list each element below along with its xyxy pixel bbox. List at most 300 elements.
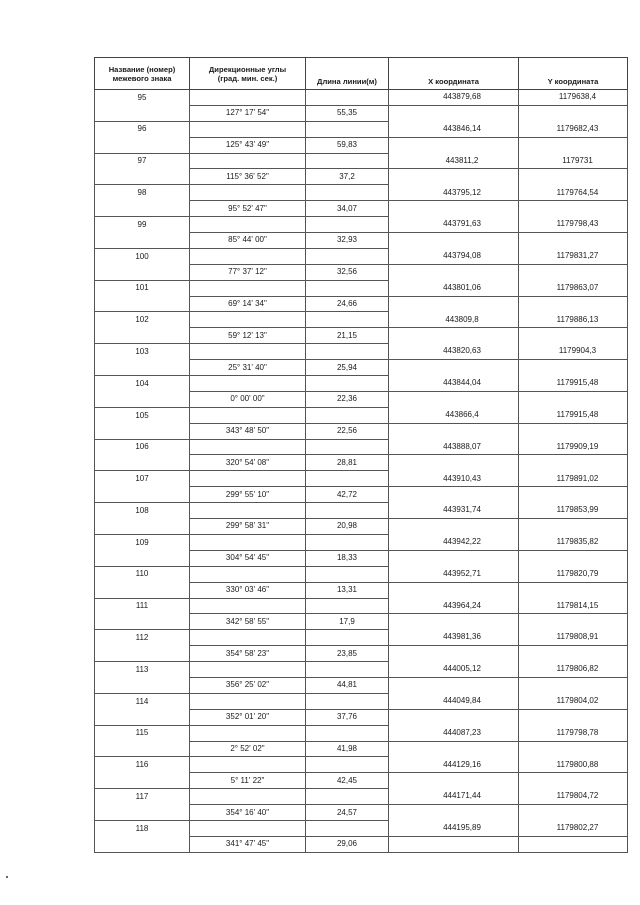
empty-cell [306, 439, 389, 455]
direction-angle: 127° 17' 54" [190, 105, 306, 121]
x-coordinate: 443809,8 [389, 312, 519, 328]
x-coordinate: 443820,63 [389, 344, 519, 360]
y-coordinate: 1179904,3 [519, 344, 628, 360]
empty-cell [389, 137, 519, 153]
empty-cell [190, 598, 306, 614]
empty-cell [519, 836, 628, 852]
x-coordinate: 443942,22 [389, 534, 519, 550]
point-name: 99 [95, 217, 190, 233]
line-length: 55,35 [306, 105, 389, 121]
direction-angle: 352° 01' 20" [190, 709, 306, 725]
table-body [95, 90, 628, 853]
empty-cell [519, 264, 628, 280]
x-coordinate: 444005,12 [389, 662, 519, 678]
segment-row [95, 296, 628, 312]
point-row [95, 598, 628, 614]
point-row [95, 344, 628, 360]
empty-cell [306, 344, 389, 360]
empty-cell [306, 90, 389, 106]
point-name: 95 [95, 90, 190, 106]
line-length: 24,57 [306, 805, 389, 821]
segment-row [95, 741, 628, 757]
empty-cell [519, 455, 628, 471]
line-length: 28,81 [306, 455, 389, 471]
segment-row [95, 360, 628, 376]
direction-angle: 320° 54' 08" [190, 455, 306, 471]
point-name: 101 [95, 280, 190, 296]
point-name: 96 [95, 121, 190, 137]
x-coordinate: 444087,23 [389, 725, 519, 741]
empty-cell [306, 153, 389, 169]
header-point-name-line1: Название (номер) [108, 64, 176, 74]
empty-cell [190, 248, 306, 264]
coordinates-table [94, 57, 628, 853]
empty-cell [306, 789, 389, 805]
segment-row [95, 328, 628, 344]
y-coordinate: 1179808,91 [519, 630, 628, 646]
empty-cell [306, 185, 389, 201]
direction-angle: 2° 52' 02" [190, 741, 306, 757]
direction-angle: 125° 43' 49" [190, 137, 306, 153]
direction-angle: 341° 47' 45" [190, 836, 306, 852]
empty-cell [95, 391, 190, 407]
point-name: 115 [95, 725, 190, 741]
direction-angle: 59° 12' 13" [190, 328, 306, 344]
point-row [95, 280, 628, 296]
header-point-name-line2: межевого знака [112, 73, 172, 83]
empty-cell [389, 423, 519, 439]
y-coordinate: 1179731 [519, 153, 628, 169]
empty-cell [306, 534, 389, 550]
empty-cell [190, 185, 306, 201]
empty-cell [95, 519, 190, 535]
y-coordinate: 1179820,79 [519, 566, 628, 582]
empty-cell [306, 407, 389, 423]
empty-cell [389, 487, 519, 503]
empty-cell [190, 217, 306, 233]
segment-row [95, 836, 628, 852]
segment-row [95, 773, 628, 789]
empty-cell [190, 439, 306, 455]
empty-cell [389, 455, 519, 471]
line-length: 29,06 [306, 836, 389, 852]
empty-cell [95, 741, 190, 757]
empty-cell [519, 773, 628, 789]
empty-cell [519, 805, 628, 821]
y-coordinate: 1179806,82 [519, 662, 628, 678]
direction-angle: 0° 00' 00" [190, 391, 306, 407]
line-length: 42,72 [306, 487, 389, 503]
line-length: 22,36 [306, 391, 389, 407]
scan-speck [6, 876, 8, 878]
header-line-length: Длина линии(м) [306, 58, 389, 90]
point-row [95, 217, 628, 233]
empty-cell [95, 805, 190, 821]
empty-cell [389, 741, 519, 757]
point-row [95, 185, 628, 201]
line-length: 41,98 [306, 741, 389, 757]
y-coordinate: 1179831,27 [519, 248, 628, 264]
x-coordinate: 443801,06 [389, 280, 519, 296]
empty-cell [190, 407, 306, 423]
y-coordinate: 1179802,27 [519, 820, 628, 836]
direction-angle: 299° 55' 10" [190, 487, 306, 503]
y-coordinate: 1179886,13 [519, 312, 628, 328]
direction-angle: 115° 36' 52" [190, 169, 306, 185]
line-length: 37,76 [306, 709, 389, 725]
empty-cell [95, 773, 190, 789]
segment-row [95, 709, 628, 725]
point-row [95, 566, 628, 582]
empty-cell [306, 248, 389, 264]
segment-row [95, 582, 628, 598]
direction-angle: 5° 11' 22" [190, 773, 306, 789]
empty-cell [95, 296, 190, 312]
segment-row [95, 677, 628, 693]
segment-row [95, 519, 628, 535]
point-row [95, 725, 628, 741]
point-row [95, 662, 628, 678]
empty-cell [95, 836, 190, 852]
y-coordinate: 1179835,82 [519, 534, 628, 550]
header-y-coordinate: Y координата [519, 58, 628, 90]
empty-cell [95, 137, 190, 153]
y-coordinate: 1179863,07 [519, 280, 628, 296]
empty-cell [519, 360, 628, 376]
empty-cell [389, 805, 519, 821]
empty-cell [306, 630, 389, 646]
x-coordinate: 443791,63 [389, 217, 519, 233]
empty-cell [190, 630, 306, 646]
x-coordinate: 443794,08 [389, 248, 519, 264]
empty-cell [389, 328, 519, 344]
point-row [95, 534, 628, 550]
x-coordinate: 443981,36 [389, 630, 519, 646]
point-row [95, 407, 628, 423]
point-name: 104 [95, 376, 190, 392]
empty-cell [519, 328, 628, 344]
line-length: 32,93 [306, 233, 389, 249]
direction-angle: 25° 31' 40" [190, 360, 306, 376]
x-coordinate: 444129,16 [389, 757, 519, 773]
point-row [95, 153, 628, 169]
empty-cell [306, 693, 389, 709]
empty-cell [519, 709, 628, 725]
point-row [95, 312, 628, 328]
empty-cell [306, 662, 389, 678]
line-length: 22,56 [306, 423, 389, 439]
empty-cell [306, 312, 389, 328]
empty-cell [389, 677, 519, 693]
empty-cell [190, 280, 306, 296]
point-name: 116 [95, 757, 190, 773]
segment-row [95, 391, 628, 407]
empty-cell [95, 201, 190, 217]
empty-cell [389, 614, 519, 630]
y-coordinate: 1179891,02 [519, 471, 628, 487]
empty-cell [519, 519, 628, 535]
empty-cell [389, 582, 519, 598]
empty-cell [389, 296, 519, 312]
empty-cell [389, 105, 519, 121]
empty-cell [519, 614, 628, 630]
table-header-row [95, 58, 628, 90]
y-coordinate: 1179909,19 [519, 439, 628, 455]
point-name: 109 [95, 534, 190, 550]
empty-cell [190, 121, 306, 137]
segment-row [95, 264, 628, 280]
point-row [95, 248, 628, 264]
x-coordinate: 443846,14 [389, 121, 519, 137]
x-coordinate: 443931,74 [389, 503, 519, 519]
empty-cell [190, 312, 306, 328]
empty-cell [519, 296, 628, 312]
line-length: 23,85 [306, 646, 389, 662]
line-length: 13,31 [306, 582, 389, 598]
point-row [95, 439, 628, 455]
point-row [95, 90, 628, 106]
empty-cell [95, 169, 190, 185]
segment-row [95, 614, 628, 630]
empty-cell [519, 137, 628, 153]
empty-cell [519, 487, 628, 503]
empty-cell [519, 741, 628, 757]
x-coordinate: 443811,2 [389, 153, 519, 169]
segment-row [95, 169, 628, 185]
empty-cell [389, 519, 519, 535]
x-coordinate: 443844,04 [389, 376, 519, 392]
direction-angle: 330° 03' 46" [190, 582, 306, 598]
point-row [95, 789, 628, 805]
empty-cell [190, 376, 306, 392]
y-coordinate: 1179682,43 [519, 121, 628, 137]
empty-cell [389, 169, 519, 185]
direction-angle: 304° 54' 45" [190, 550, 306, 566]
empty-cell [190, 693, 306, 709]
direction-angle: 95° 52' 47" [190, 201, 306, 217]
y-coordinate: 1179798,43 [519, 217, 628, 233]
y-coordinate: 1179915,48 [519, 407, 628, 423]
point-row [95, 757, 628, 773]
x-coordinate: 443866,4 [389, 407, 519, 423]
empty-cell [190, 344, 306, 360]
empty-cell [519, 105, 628, 121]
empty-cell [389, 773, 519, 789]
empty-cell [519, 646, 628, 662]
x-coordinate: 443879,68 [389, 90, 519, 106]
empty-cell [190, 820, 306, 836]
x-coordinate: 443795,12 [389, 185, 519, 201]
empty-cell [519, 582, 628, 598]
line-length: 17,9 [306, 614, 389, 630]
empty-cell [95, 487, 190, 503]
line-length: 42,45 [306, 773, 389, 789]
x-coordinate: 443888,07 [389, 439, 519, 455]
empty-cell [306, 820, 389, 836]
empty-cell [95, 328, 190, 344]
y-coordinate: 1179638,4 [519, 90, 628, 106]
segment-row [95, 105, 628, 121]
header-x-coordinate: X координата [389, 58, 519, 90]
line-length: 21,15 [306, 328, 389, 344]
point-name: 114 [95, 693, 190, 709]
line-length: 18,33 [306, 550, 389, 566]
point-name: 105 [95, 407, 190, 423]
point-name: 103 [95, 344, 190, 360]
header-direction-angle-line1: Дирекционные углы [208, 64, 287, 74]
empty-cell [389, 233, 519, 249]
direction-angle: 69° 14' 34" [190, 296, 306, 312]
point-name: 108 [95, 503, 190, 519]
empty-cell [389, 550, 519, 566]
empty-cell [95, 646, 190, 662]
empty-cell [519, 233, 628, 249]
empty-cell [95, 360, 190, 376]
empty-cell [95, 582, 190, 598]
point-name: 110 [95, 566, 190, 582]
direction-angle: 342° 58' 55" [190, 614, 306, 630]
empty-cell [306, 280, 389, 296]
point-name: 98 [95, 185, 190, 201]
point-name: 107 [95, 471, 190, 487]
empty-cell [519, 201, 628, 217]
point-name: 111 [95, 598, 190, 614]
point-row [95, 121, 628, 137]
point-name: 113 [95, 662, 190, 678]
header-direction-angle [190, 58, 306, 90]
point-row [95, 503, 628, 519]
empty-cell [306, 566, 389, 582]
y-coordinate: 1179814,15 [519, 598, 628, 614]
direction-angle: 356° 25' 02" [190, 677, 306, 693]
empty-cell [519, 677, 628, 693]
empty-cell [519, 391, 628, 407]
point-name: 117 [95, 789, 190, 805]
empty-cell [190, 153, 306, 169]
point-name: 100 [95, 248, 190, 264]
x-coordinate: 443964,24 [389, 598, 519, 614]
empty-cell [519, 550, 628, 566]
empty-cell [95, 233, 190, 249]
empty-cell [389, 646, 519, 662]
empty-cell [306, 598, 389, 614]
y-coordinate: 1179764,54 [519, 185, 628, 201]
empty-cell [95, 614, 190, 630]
empty-cell [306, 503, 389, 519]
segment-row [95, 423, 628, 439]
line-length: 34,07 [306, 201, 389, 217]
empty-cell [190, 471, 306, 487]
empty-cell [306, 725, 389, 741]
empty-cell [389, 264, 519, 280]
empty-cell [190, 725, 306, 741]
y-coordinate: 1179915,48 [519, 376, 628, 392]
empty-cell [95, 709, 190, 725]
segment-row [95, 233, 628, 249]
direction-angle: 299° 58' 31" [190, 519, 306, 535]
empty-cell [190, 757, 306, 773]
point-row [95, 693, 628, 709]
point-name: 106 [95, 439, 190, 455]
line-length: 32,56 [306, 264, 389, 280]
empty-cell [519, 169, 628, 185]
empty-cell [389, 709, 519, 725]
empty-cell [519, 423, 628, 439]
y-coordinate: 1179798,78 [519, 725, 628, 741]
empty-cell [389, 391, 519, 407]
y-coordinate: 1179804,72 [519, 789, 628, 805]
segment-row [95, 137, 628, 153]
x-coordinate: 443910,43 [389, 471, 519, 487]
direction-angle: 85° 44' 00" [190, 233, 306, 249]
segment-row [95, 805, 628, 821]
y-coordinate: 1179853,99 [519, 503, 628, 519]
empty-cell [306, 757, 389, 773]
header-point-name [95, 58, 190, 90]
empty-cell [389, 360, 519, 376]
line-length: 44,81 [306, 677, 389, 693]
empty-cell [306, 376, 389, 392]
empty-cell [306, 471, 389, 487]
empty-cell [306, 121, 389, 137]
line-length: 24,66 [306, 296, 389, 312]
empty-cell [190, 662, 306, 678]
x-coordinate: 444195,89 [389, 820, 519, 836]
point-row [95, 471, 628, 487]
point-row [95, 820, 628, 836]
point-row [95, 630, 628, 646]
direction-angle: 77° 37' 12" [190, 264, 306, 280]
x-coordinate: 444049,84 [389, 693, 519, 709]
line-length: 37,2 [306, 169, 389, 185]
line-length: 25,94 [306, 360, 389, 376]
empty-cell [306, 217, 389, 233]
point-name: 118 [95, 820, 190, 836]
point-name: 97 [95, 153, 190, 169]
empty-cell [95, 264, 190, 280]
boundary-points-sheet [94, 57, 627, 853]
empty-cell [95, 105, 190, 121]
empty-cell [190, 789, 306, 805]
line-length: 20,98 [306, 519, 389, 535]
y-coordinate: 1179800,88 [519, 757, 628, 773]
empty-cell [190, 566, 306, 582]
direction-angle: 354° 16' 40" [190, 805, 306, 821]
y-coordinate: 1179804,02 [519, 693, 628, 709]
empty-cell [389, 836, 519, 852]
segment-row [95, 487, 628, 503]
empty-cell [190, 503, 306, 519]
point-row [95, 376, 628, 392]
point-name: 102 [95, 312, 190, 328]
line-length: 59,83 [306, 137, 389, 153]
direction-angle: 354° 58' 23" [190, 646, 306, 662]
empty-cell [190, 534, 306, 550]
empty-cell [389, 201, 519, 217]
empty-cell [190, 90, 306, 106]
x-coordinate: 443952,71 [389, 566, 519, 582]
header-direction-angle-line2: (град. мин. сек.) [217, 73, 278, 83]
empty-cell [95, 550, 190, 566]
segment-row [95, 646, 628, 662]
segment-row [95, 455, 628, 471]
direction-angle: 343° 48' 50" [190, 423, 306, 439]
empty-cell [95, 455, 190, 471]
empty-cell [95, 423, 190, 439]
empty-cell [95, 677, 190, 693]
x-coordinate: 444171,44 [389, 789, 519, 805]
point-name: 112 [95, 630, 190, 646]
